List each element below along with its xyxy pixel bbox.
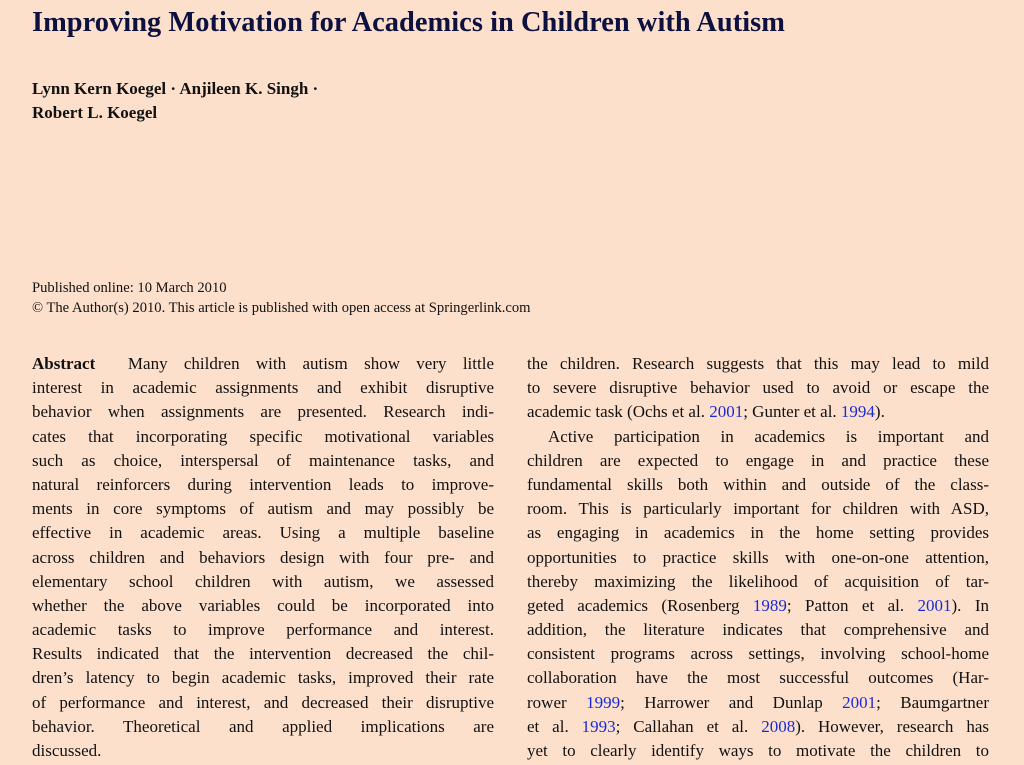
- abstract-line: behavior. Theoretical and applied implications are: [32, 716, 494, 736]
- abstract-line: of performance and interest, and decreased their disruptive: [32, 692, 494, 712]
- abstract-line: across children and behaviors design with four pre- and: [32, 547, 494, 567]
- body-line: [527, 400, 989, 424]
- citation-link[interactable]: 2001: [842, 692, 877, 712]
- citation-link[interactable]: 2001: [709, 402, 744, 422]
- abstract-line: whether the above variables could be incorporated into: [32, 595, 494, 615]
- abstract-line: interest in academic assignments and exhibit disruptive: [32, 378, 494, 398]
- abstract-line: academic tasks to improve performance and interest.: [32, 620, 494, 640]
- abstract-column: [32, 352, 494, 763]
- body-line: addition, the literature indicates that comprehensive and: [527, 620, 989, 640]
- abstract-line: dren’s latency to begin academic tasks, improved their rate: [32, 668, 494, 688]
- abstract-text: Many children with autism show very little: [127, 354, 494, 373]
- abstract-line: such as choice, interspersal of maintenance tasks, and: [32, 450, 494, 470]
- body-text: et al.: [527, 716, 582, 736]
- abstract-line: effective in academic areas. Using a multiple baseline: [32, 523, 494, 543]
- paper-title: Improving Motivation for Academics in Children with Autism: [32, 7, 785, 38]
- body-line: [527, 594, 989, 618]
- abstract-line: natural reinforcers during intervention leads to improve-: [32, 474, 494, 494]
- authors-line-1: Lynn Kern Koegel · Anjileen K. Singh ·: [32, 79, 319, 98]
- body-line: consistent programs across settings, involving school-home: [527, 644, 989, 664]
- author-list: [32, 77, 318, 125]
- body-line: to severe disruptive behavior used to avoid or escape the: [527, 378, 989, 398]
- body-text: ; Harrower and Dunlap: [620, 692, 843, 712]
- abstract-line: Results indicated that the intervention decreased the chil-: [32, 644, 494, 664]
- abstract-line: elementary school children with autism, we assessed: [32, 571, 494, 591]
- body-text: academic task (Ochs et al.: [527, 402, 710, 422]
- abstract-heading: Abstract: [32, 354, 96, 373]
- body-text: ).: [874, 402, 885, 422]
- authors-line-2: Robert L. Koegel: [32, 103, 158, 122]
- citation-link[interactable]: 1994: [840, 402, 875, 422]
- body-text: ; Baumgartner: [876, 692, 989, 712]
- abstract-line: discussed.: [32, 741, 102, 760]
- body-line: as engaging in academics in the home setting provides: [527, 523, 989, 543]
- body-text: ; Patton et al.: [786, 595, 918, 615]
- body-line: children are expected to engage in and practice these: [527, 450, 989, 470]
- citation-link[interactable]: 1999: [586, 692, 621, 712]
- abstract-line: behavior when assignments are presented. Research indi-: [32, 402, 494, 422]
- body-text: ). However, research has: [795, 716, 989, 736]
- body-line: Active participation in academics is important and: [548, 426, 989, 446]
- body-line: room. This is particularly important for children with ASD,: [527, 499, 989, 519]
- citation-link[interactable]: 1993: [581, 716, 616, 736]
- body-line: opportunities to practice skills with one-on-one attention,: [527, 547, 989, 567]
- body-text: ; Gunter et al.: [743, 402, 841, 422]
- body-text: rower: [527, 692, 587, 712]
- body-line: yet to clearly identify ways to motivate the children to: [527, 741, 989, 760]
- body-text: ; Callahan et al.: [615, 716, 762, 736]
- body-line: thereby maximizing the likelihood of acquisition of tar-: [527, 571, 989, 591]
- body-line: [527, 715, 989, 739]
- body-line: [527, 691, 989, 715]
- citation-link[interactable]: 2001: [917, 595, 952, 615]
- body-text: geted academics (Rosenberg: [527, 595, 753, 615]
- published-date: Published online: 10 March 2010: [32, 280, 227, 296]
- body-column: [527, 352, 989, 763]
- citation-link[interactable]: 2008: [761, 716, 796, 736]
- body-text: ). In: [951, 595, 989, 615]
- abstract-line: cates that incorporating specific motivational variables: [32, 426, 494, 446]
- body-line: fundamental skills both within and outside of the class-: [527, 474, 989, 494]
- publication-info: [32, 278, 531, 318]
- citation-link[interactable]: 1989: [752, 595, 787, 615]
- abstract-line: ments in core symptoms of autism and may possibly be: [32, 499, 494, 519]
- copyright-notice: © The Author(s) 2010. This article is published with open access at Springerlink.com: [32, 300, 531, 316]
- body-line: collaboration have the most successful outcomes (Har-: [527, 668, 989, 688]
- abstract-line: [32, 352, 494, 376]
- body-line: the children. Research suggests that this may lead to mild: [527, 354, 989, 373]
